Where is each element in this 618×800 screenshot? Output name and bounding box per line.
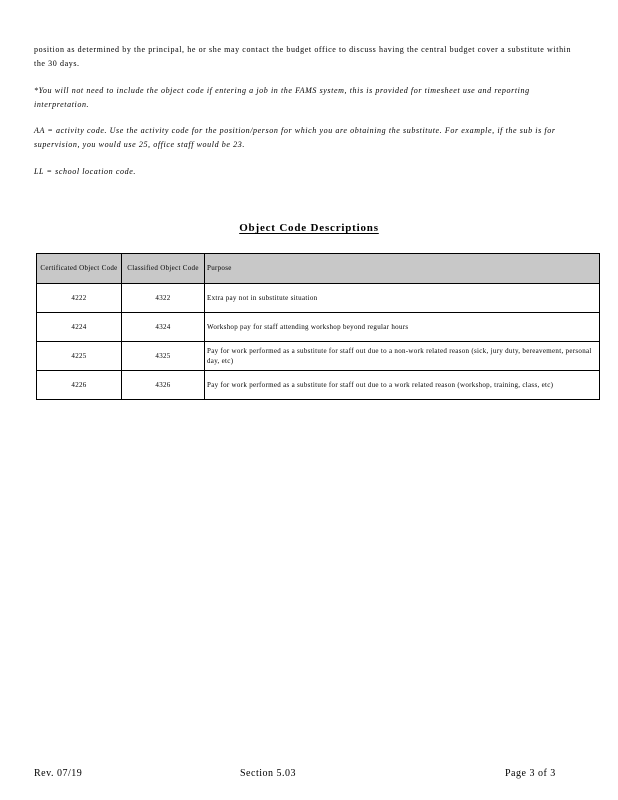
header-certificated-object-code: Certificated Object Code [37, 254, 122, 284]
cell-certificated-code: 4224 [37, 313, 122, 342]
table-row [37, 371, 600, 400]
cell-certificated-code: 4226 [37, 371, 122, 400]
footer-page-number: Page 3 of 3 [505, 768, 556, 779]
header-classified-object-code: Classified Object Code [122, 254, 205, 284]
cell-certificated-code: 4222 [37, 284, 122, 313]
body-paragraph-substitute-budget: position as determined by the principal, he or she may contact the budget office to discuss having the central budget cover a substitute within the 30 days. [34, 45, 572, 68]
cell-classified-code: 4322 [122, 284, 205, 313]
cell-purpose: Extra pay not in substitute situation [205, 284, 600, 313]
table-row [37, 342, 600, 371]
footer-revision: Rev. 07/19 [34, 768, 83, 779]
table-row [37, 313, 600, 342]
cell-purpose: Pay for work performed as a substitute for staff out due to a non-work related reason (sick, jury duty, bereavement, personal day, etc) [205, 342, 600, 371]
cell-classified-code: 4324 [122, 313, 205, 342]
note-object-code-fams: *You will not need to include the object code if entering a job in the FAMS system, this is provided for timesheet use and reporting interpretation. [34, 86, 530, 109]
header-purpose: Purpose [205, 254, 600, 284]
section-title-wrapper [0, 222, 618, 234]
cell-classified-code: 4326 [122, 371, 205, 400]
cell-purpose: Workshop pay for staff attending workshop beyond regular hours [205, 313, 600, 342]
section-title: Object Code Descriptions [239, 222, 379, 234]
object-code-table [36, 253, 600, 400]
cell-purpose: Pay for work performed as a substitute for staff out due to a work related reason (workshop, training, class, etc) [205, 371, 600, 400]
table-header-row [37, 254, 600, 284]
cell-classified-code: 4325 [122, 342, 205, 371]
table-row [37, 284, 600, 313]
note-activity-code: AA = activity code. Use the activity code for the position/person for which you are obtaining the substitute. For example, if the sub is for supervision, you would use 25, office staff would be 23. [34, 126, 556, 149]
note-location-code: LL = school location code. [34, 167, 136, 176]
cell-certificated-code: 4225 [37, 342, 122, 371]
footer-section: Section 5.03 [240, 768, 296, 779]
